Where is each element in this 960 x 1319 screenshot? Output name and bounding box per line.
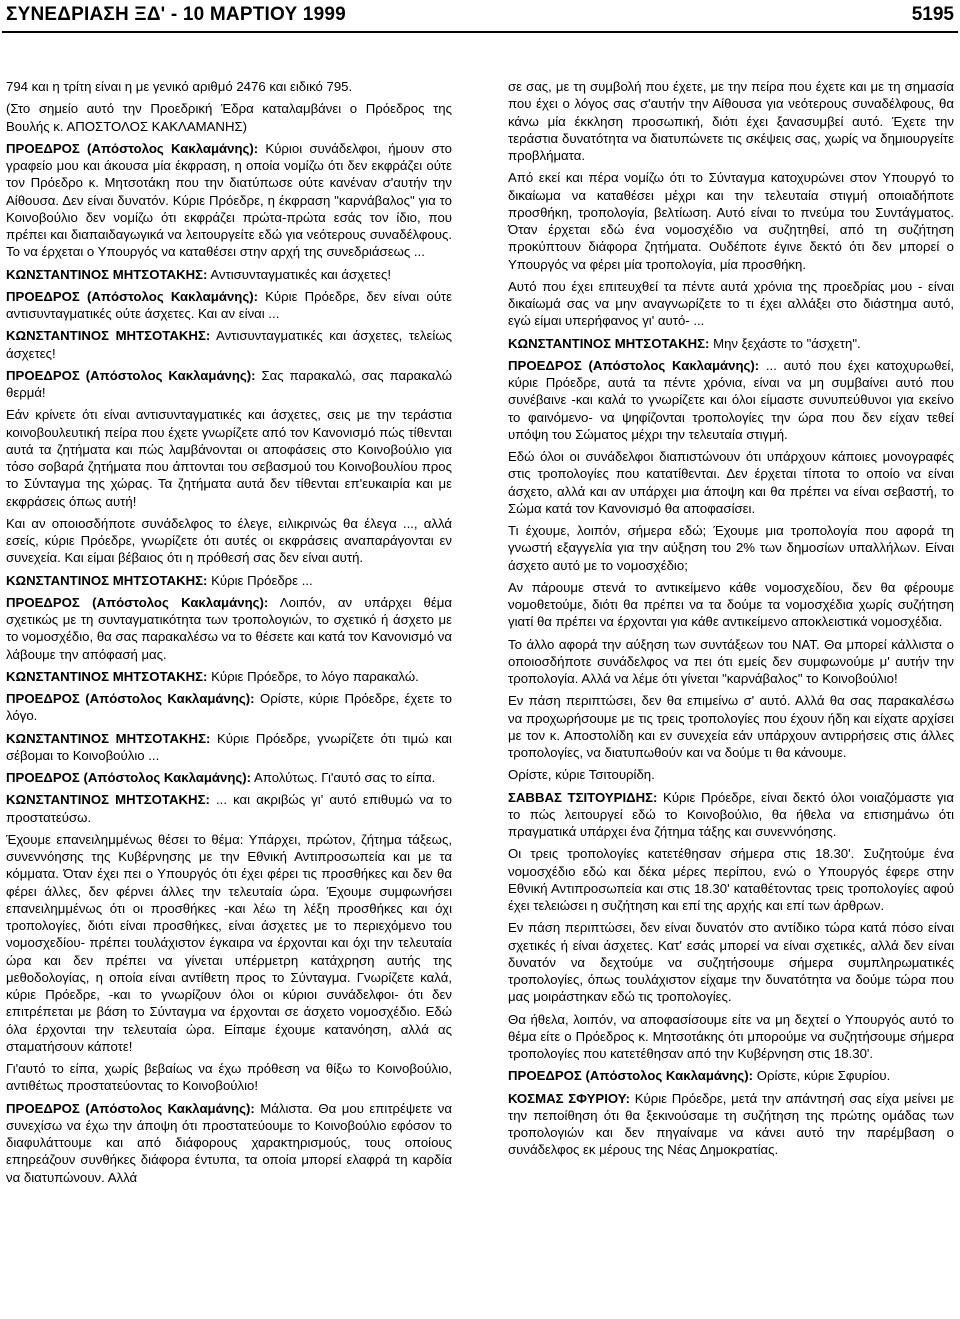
paragraph: [6, 367, 452, 402]
paragraph-text: Έχουμε επανειλημμένως θέσει το θέμα: Υπάρχει, πρώτον, ζήτημα τάξεως, συνεννόησης της Κυβέρνησης με την Εθνική Αντιπροσωπεία και με τα κόμματα. Όταν έχει πει ο Υπουργός ότι έχει φέρει τις προσθήκες και δεν θα φέρει άλλες, δεν φέρνει άλλες την τελευταία ώρα. Έχουμε συμφωνήσει επανειλημμένως ότι οι προσθήκες -και λέω τη λέξη προσθήκες και όχι τροπολογίες, διότι είναι προσθήκες, είναι άσχετες με το περιεχόμενο του νομοσχεδίου- πρέπει τουλάχιστον έγκαιρα να έρχονται και όχι την τελευταία ώρα και δεν πρέπει να γίνεται υπέρμετρη κατάχρηση αυτής της μεθοδολογίας, η οποία είναι αντίθετη προς το Σύνταγμα. Γνωρίζετε καλά, κύριε Πρόεδρε, -και το γνωρίζουν όλοι οι κύριοι συνάδελφοι- ότι δεν επιτρέπεται με βάση το Σύνταγμα να έρχονται σε άσχετο νομοσχέδιο. Εδώ όλα έρχονται την τελευταία ώρα. Είπαμε έχουμε κατανόηση, αλλά ας σταματήσουν κάποτε!: [6, 831, 452, 1054]
paragraph: [6, 100, 452, 135]
paragraph: [508, 78, 954, 164]
paragraph-text: Οι τρεις τροπολογίες κατετέθησαν σήμερα στις 18.30'. Συζητούμε ένα νομοσχέδιο εδώ και δέκα μέρες περίπου, ενώ ο Υπουργός έφερε στην Εθνική Αντιπροσωπεία και στις 18.30' καταθέτοντας τρεις τροπολογίες αφού έχει τελειώσει η συζήτηση και επί της αρχής και επί των άρθρων.: [508, 846, 954, 913]
paragraph-text: Από εκεί και πέρα νομίζω ότι το Σύνταγμα κατοχυρώνει στον Υπουργό το δικαίωμα να καταθέσει μέχρι και την τελευταία στιγμή οποιαδήποτε προσθήκη, τροπολογία, βελτίωση. Αυτό είναι το πνεύμα του Συντάγματος. Όταν έρχεται εδώ ένα νομοσχέδιο να συζητηθεί, από τη συζήτηση προκύπτουν διάφορα ζητήματα. Ουδέποτε έγινε δεκτό ότι δεν μπορεί ο Υπουργός να φέρει μία τροπολογία, μία προσθήκη.: [508, 170, 954, 272]
paragraph: [6, 831, 452, 1055]
speaker-name: ΚΩΝΣΤΑΝΤΙΝΟΣ ΜΗΤΣΟΤΑΚΗΣ:: [6, 328, 211, 344]
speaker-name: ΚΩΝΣΤΑΝΤΙΝΟΣ ΜΗΤΣΟΤΑΚΗΣ:: [6, 572, 208, 588]
paragraph: [508, 357, 954, 443]
speaker-name: ΣΑΒΒΑΣ ΤΣΙΤΟΥΡΙΔΗΣ:: [508, 789, 658, 805]
paragraph-text: Αντισυνταγματικές και άσχετες!: [207, 266, 392, 282]
paragraph-text: Εάν κρίνετε ότι είναι αντισυνταγματικές και άσχετες, σεις με την τεράστια κοινοβουλευτική πείρα που έχετε γνωρίζετε από τον Κανονισμό πώς τίθενται αυτά τα ζητήματα και πώς λαμβάνονται οι αποφάσεις στο Κοινοβούλιο για τόσο σοβαρά ζητήματα που άπτονται του σεβασμού του Κοινοβουλίου προς το Σύνταγμα της χώρας. Τα ζητήματα αυτά δεν τίθενται επ'ευκαιρία και με εκφράσεις όπως αυτή!: [6, 407, 452, 509]
speaker-name: ΚΩΝΣΤΑΝΤΙΝΟΣ ΜΗΤΣΟΤΑΚΗΣ:: [6, 668, 208, 684]
paragraph-text: (Στο σημείο αυτό την Προεδρική Έδρα καταλαμβάνει ο Πρόεδρος της Βουλής κ. ΑΠΟΣΤΟΛΟΣ ΚΑΚΛΑΜΑΝΗΣ): [6, 101, 452, 134]
paragraph: [6, 791, 452, 826]
paragraph: [508, 278, 954, 330]
paragraph: [508, 579, 954, 631]
paragraph: [508, 636, 954, 688]
paragraph-text: ... και ακριβώς γι' αυτό επιθυμώ να το προστατεύσω.: [6, 792, 452, 825]
paragraph: [6, 572, 452, 589]
paragraph-text: Ορίστε, κύριε Πρόεδρε, έχετε το λόγο.: [6, 691, 453, 724]
paragraph: [508, 335, 954, 352]
paragraph-text: Αντισυνταγματικές και άσχετες, τελείως άσχετες!: [6, 328, 452, 361]
speaker-name: ΚΩΝΣΤΑΝΤΙΝΟΣ ΜΗΤΣΟΤΑΚΗΣ:: [508, 335, 710, 351]
paragraph-text: σε σας, με τη συμβολή που έχετε, με την πείρα που έχετε και με τη σημασία που έχει ο λόγος σας σ'αυτήν την Αίθουσα για νεότερους συναδέλφους, θα κάνω μία έκκληση προσωπική, διότι έχει ξανασυμβεί αυτό. Έχετε την τεράστια δυνατότητα να διατυπώνετε τις σκέψεις σας, χωρίς να δημιουργείτε προβλήματα.: [508, 79, 954, 163]
paragraph-text: Το άλλο αφορά την αύξηση των συντάξεων του ΝΑΤ. Θα μπορεί κάλλιστα ο οποιοσδήποτε συνάδελφος να πει ότι εμείς δεν συμφωνούμε μ' αυτήν την τροπολογία. Αλλά να λέμε ότι γίνεται "καρνάβαλος" το Κοινοβούλιο!: [508, 636, 954, 686]
speaker-name: ΠΡΟΕΔΡΟΣ (Απόστολος Κακλαμάνης):: [6, 594, 269, 610]
speaker-name: ΠΡΟΕΔΡΟΣ (Απόστολος Κακλαμάνης):: [6, 691, 255, 706]
paragraph-text: Αυτό που έχει επιτευχθεί τα πέντε αυτά χρόνια της προεδρίας μου - είναι δικαίωμά σας να μην αναγνωρίζετε το τι έχει αλλάξει στο διάστημα αυτό, εγώ είμαι υπερήφανος γι' αυτό- ...: [508, 278, 954, 329]
paragraph-text: Κύριε Πρόεδρε, το λόγο παρακαλώ.: [207, 668, 419, 684]
paragraph: [6, 406, 452, 510]
right-column: [508, 78, 954, 1164]
paragraph: [508, 789, 954, 841]
paragraph-text: Ορίστε, κύριε Τσιτουρίδη.: [508, 767, 655, 783]
paragraph: [508, 522, 954, 574]
paragraph: [6, 515, 452, 567]
paragraph: [6, 1100, 452, 1186]
paragraph: [508, 1067, 954, 1084]
paragraph-text: ... αυτό που έχει κατοχυρωθεί, κύριε Πρόεδρε, αυτά τα πέντε χρόνια, είναι να μη συμβαίνει αυτό που συνέβαινε -και καλά το γνωρίζετε και όλοι είμαστε συνυπεύθυνοι για εκείνο το φαινόμενο- να ψηφίζονται τροπολογίες την ώρα που δεν είχαν τεθεί υπόψη του Σώματος μέχρι την τελευταία στιγμή.: [508, 357, 954, 442]
paragraph-text: Εδώ όλοι οι συνάδελφοι διαπιστώνουν ότι υπάρχουν κάποιες μονογραφές στις τροπολογίες που κατατίθενται. Δεν έρχεται τίποτα το οποίο να είναι άσχετο, αλλά και αν υπάρχει μια άποψη και θα πρέπει να είναι σεβαστή, το Σώμα κατά τον Κανονισμό θα αποφασίσει.: [508, 449, 954, 516]
paragraph: [508, 919, 954, 1005]
page-header: [0, 0, 960, 34]
paragraph-text: Θα ήθελα, λοιπόν, να αποφασίσουμε είτε να μη δεχτεί ο Υπουργός αυτό το θέμα είτε ο Πρόεδρος κ. Μητσοτάκης ότι μπορούμε να συζητήσουμε σήμερα τροπολογίες που κατετέθησαν από την Κυβέρνηση στις 18.30'.: [508, 1011, 954, 1061]
paragraph: [6, 78, 452, 95]
paragraph: [508, 1090, 954, 1159]
paragraph-text: Εν πάση περιπτώσει, δεν είναι δυνατόν στο αντίδικο τώρα κατά πόσο είναι σχετικές ή είναι άσχετες. Κατ' εσάς μπορεί να είναι σχετικές, αλλά δεν είναι δυνατόν να δεχτούμε να συζητήσουμε σήμερα συμπληρωματικές τροπολογίες, όπως τουλάχιστον είχαμε την δυνατότητα να δούμε τώρα που μας μοιράστηκαν εδώ τις τροπολογίες.: [508, 920, 954, 1005]
paragraph-text: Ορίστε, κύριε Σφυρίου.: [753, 1068, 891, 1084]
paragraph-text: Εν πάση περιπτώσει, δεν θα επιμείνω σ' αυτό. Αλλά θα σας παρακαλέσω να προχωρήσουμε με τις τρεις τροπολογίες που έχουν ήδη και είχατε αρχίσει με τον κ. Αποστολίδη και εν συνεχεία εάν υπάρχουν αντιρρήσεις στις άλλες τροπολογίες, να διατυπωθούν και να δούμε τι θα κάνουμε.: [508, 693, 954, 760]
header-divider: [2, 31, 958, 33]
speaker-name: ΠΡΟΕΔΡΟΣ (Απόστολος Κακλαμάνης):: [508, 1068, 754, 1084]
paragraph: [6, 769, 452, 786]
paragraph: [6, 140, 452, 261]
speaker-name: ΚΟΣΜΑΣ ΣΦΥΡΙΟΥ:: [508, 1090, 630, 1106]
paragraph: [508, 845, 954, 914]
paragraph-text: Κύριε Πρόεδρε, γνωρίζετε ότι τιμώ και σέβομαι το Κοινοβούλιο ...: [6, 730, 452, 763]
paragraph-text: Λοιπόν, αν υπάρχει θέμα σχετικώς με τη συνταγματικότητα των τροπολογιών, το σχετικό ή άσχετο με το νομοσχέδιο, θα σας παρακαλέσω να το θέσετε και κατά τον Κανονισμό να λάβουμε την απόφασή μας.: [6, 594, 452, 662]
paragraph: [508, 692, 954, 761]
paragraph-text: Κύριε Πρόεδρε ...: [207, 572, 313, 588]
paragraph-text: Κύριοι συνάδελφοι, ήμουν στο γραφείο μου και άκουσα μία έκφραση, η οποία νομίζω ότι δεν εκφράζει ούτε τον Πρόεδρο κ. Μητσοτάκη που την διατύπωσε ούτε κανέναν σ'αυτήν την Αίθουσα. Δεν είναι δυνατόν. Κύριε Πρόεδρε, η έκφραση "καρνάβαλος" για το Κοινοβούλιο δεν νομίζω ότι εκφράζει πρώτα-πρώτα εσάς τον ίδιο, που πρέπει και διαπαιδαγωγικά να λειτουργείτε εδώ για νεότερους συναδέλφους. Το να έρχεται ο Υπουργός να καταθέσει στην αρχή της συνεδριάσεως ...: [6, 140, 452, 260]
speaker-name: ΠΡΟΕΔΡΟΣ (Απόστολος Κακλαμάνης):: [6, 367, 256, 383]
paragraph: [6, 266, 452, 283]
paragraph-text: Αν πάρουμε στενά το αντικείμενο κάθε νομοσχεδίου, δεν θα φέρουμε νομοθετούμε, διότι θα πρέπει να τα δούμε τα νομοσχέδια χωρίς συζήτηση γιατί θα πρέπει να έρχονται για κάθε αντικείμενο αποκλειστικά νομοσχέδια.: [508, 579, 954, 630]
paragraph-text: Μάλιστα. Θα μου επιτρέψετε να συνεχίσω να έχω την άποψη ότι προστατεύουμε το Κοινοβούλιο εφόσον το διαφυλάττουμε και από διάφορους χαρακτηρισμούς, τους οποίους επηρεάζουν συνθήκες διάφορα έντυπα, τα οποία μπορεί ελαφρά τη καρδία να διατυπώνουν. Αλλά: [6, 1100, 453, 1185]
paragraph: [6, 288, 452, 323]
paragraph: [508, 1011, 954, 1063]
speaker-name: ΠΡΟΕΔΡΟΣ (Απόστολος Κακλαμάνης):: [6, 140, 259, 156]
paragraph: [6, 690, 452, 725]
paragraph: [6, 730, 452, 765]
paragraph-text: Τι έχουμε, λοιπόν, σήμερα εδώ; Έχουμε μια τροπολογία που αφορά τη γνωστή εξαγγελία για την αύξηση του 2% των δημοσίων υπαλλήλων. Είναι άσχετο αυτό με το νομοσχέδιο;: [508, 523, 954, 573]
paragraph-text: Γι'αυτό το είπα, χωρίς βεβαίως να έχω πρόθεση να θίξω το Κοινοβούλιο, αντιθέτως προστατεύοντας το Κοινοβούλιο!: [6, 1061, 452, 1094]
speaker-name: ΠΡΟΕΔΡΟΣ (Απόστολος Κακλαμάνης):: [6, 1100, 255, 1116]
paragraph: [508, 169, 954, 273]
paragraph: [508, 766, 954, 783]
paragraph: [6, 668, 452, 685]
paragraph: [6, 327, 452, 362]
paragraph-text: Κύριε Πρόεδρε, δεν είναι ούτε αντισυνταγματικές ούτε άσχετες. Και αν είναι ...: [6, 288, 452, 321]
paragraph-text: Μην ξεχάστε το "άσχετη".: [709, 335, 861, 351]
paragraph-text: Και αν οποιοσδήποτε συνάδελφος το έλεγε, ειλικρινώς θα έλεγα ..., αλλά εσείς, κύριε Πρόεδρε, γνωρίζετε ότι αυτές οι εκφράσεις αναπαράγονται εν συνεχεία. Και είμαι βέβαιος ότι η πρόθεσή σας δεν είναι αυτή.: [6, 515, 452, 566]
paragraph: [6, 1060, 452, 1095]
speaker-name: ΚΩΝΣΤΑΝΤΙΝΟΣ ΜΗΤΣΟΤΑΚΗΣ:: [6, 730, 211, 746]
speaker-name: ΚΩΝΣΤΑΝΤΙΝΟΣ ΜΗΤΣΟΤΑΚΗΣ:: [6, 792, 210, 808]
paragraph-text: Κύριε Πρόεδρε, μετά την απάντησή σας είχα μείνει με την πεποίθηση ότι θα ξεκινούσαμε τη συζήτηση της πρώτης ομάδας των τροπολογιών και δεν πηγαίναμε να κάνει αυτό την παρέμβαση ο συνάδελφος εκ μέρους της Νέας Δημοκρατίας.: [508, 1090, 955, 1158]
speaker-name: ΠΡΟΕΔΡΟΣ (Απόστολος Κακλαμάνης):: [6, 770, 252, 785]
paragraph-text: 794 και η τρίτη είναι η με γενικό αριθμό 2476 και ειδικό 795.: [6, 79, 353, 94]
speaker-name: ΠΡΟΕΔΡΟΣ (Απόστολος Κακλαμάνης):: [508, 357, 760, 373]
session-title: ΣΥΝΕΔΡΙΑΣΗ ΞΔ' - 10 ΜΑΡΤΙΟΥ 1999: [6, 4, 346, 25]
paragraph-text: Κύριε Πρόεδρε, είναι δεκτό όλοι νοιαζόμαστε για το πώς λειτουργεί εδώ το Κοινοβούλιο, θα ήθελα να επισημάνω ότι πραγματικά υπάρχει ένα ζήτημα τάξης και συνεννόησης.: [508, 789, 954, 839]
paragraph: [6, 594, 452, 663]
left-column: [6, 78, 452, 1191]
paragraph-text: Απολύτως. Γι'αυτό σας το είπα.: [251, 770, 436, 785]
paragraph: [508, 448, 954, 517]
speaker-name: ΚΩΝΣΤΑΝΤΙΝΟΣ ΜΗΤΣΟΤΑΚΗΣ:: [6, 266, 208, 282]
speaker-name: ΠΡΟΕΔΡΟΣ (Απόστολος Κακλαμάνης):: [6, 288, 258, 304]
paragraph-text: Σας παρακαλώ, σας παρακαλώ θερμά!: [6, 367, 452, 400]
page-number: 5195: [911, 4, 954, 25]
